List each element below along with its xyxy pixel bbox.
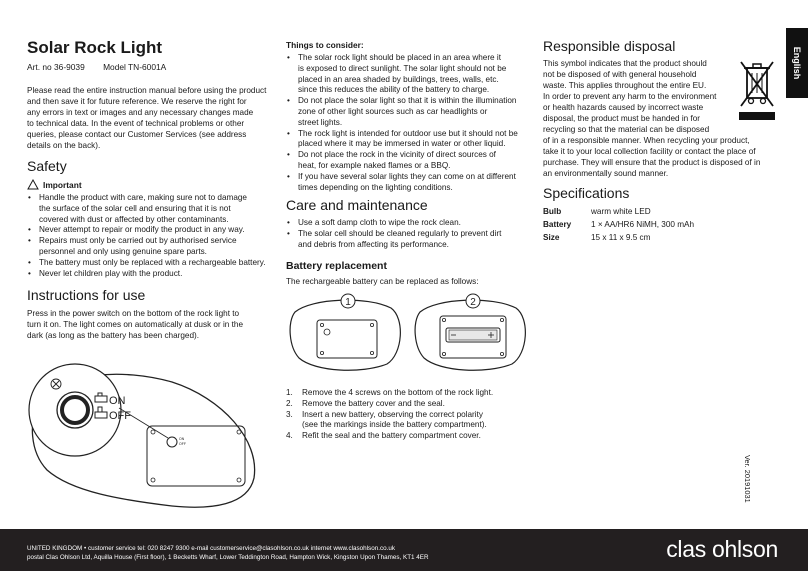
spec-row: Bulb warm white LED <box>543 207 651 216</box>
step-item: 1. Remove the 4 screws on the bottom of the rock light. <box>286 388 494 397</box>
mini-on-label: ON <box>179 437 185 441</box>
list-item: • Do not place the solar light so that it is within the illumination zone of other light sources such as car headlights or street lights. <box>286 96 531 128</box>
disposal-line: an environmentally sound manner. <box>543 169 669 178</box>
disposal-line: of in a responsible manner. When recycling your product, <box>543 136 750 145</box>
mini-off-label: OFF <box>179 442 186 446</box>
battery-figure-2 <box>412 292 530 374</box>
intro-line: details on the back). <box>27 141 101 150</box>
important-label: Important <box>43 179 82 190</box>
battery-figure-1 <box>287 292 405 374</box>
safety-heading: Safety <box>27 158 67 174</box>
instructions-line: dark (as long as the battery has been charged). <box>27 331 200 340</box>
version-label-wrap <box>743 455 800 503</box>
spec-row: Size 15 x 11 x 9.5 cm <box>543 233 651 242</box>
disposal-line: not be disposed of with general household <box>543 70 697 79</box>
spec-row: Battery 1 × AA/HR6 NiMH, 300 mAh <box>543 220 695 229</box>
step-item: 2. Remove the battery cover and the seal. <box>286 398 445 408</box>
disposal-heading: Responsible disposal <box>543 38 676 54</box>
list-item: • The battery must only be replaced with a rechargeable battery. <box>27 258 272 269</box>
things-list <box>286 53 531 193</box>
list-item: • The solar rock light should be placed in an area where it is exposed to direct sunlight. The solar light should not be placed in an area shaded by buildings, trees, walls, etc. since this reduces the ability of the battery to charge. <box>286 53 531 96</box>
disposal-line: waste. This applies throughout the entire EU. <box>543 81 707 90</box>
important-row <box>27 179 82 190</box>
instructions-paragraph <box>27 308 272 341</box>
intro-paragraph <box>27 85 267 151</box>
article-number: Art. no 36-9039 <box>27 62 85 72</box>
care-heading: Care and maintenance <box>286 197 428 213</box>
intro-line: and then save it for future reference. We reserve the right for <box>27 97 247 106</box>
list-item: • Never let children play with the product. <box>27 269 272 280</box>
list-item: • Never attempt to repair or modify the product in any way. <box>27 225 272 236</box>
figure-1-number: 1 <box>345 297 351 308</box>
version-label: Ver. 20191031 <box>743 455 753 503</box>
weee-bin-icon <box>737 58 777 122</box>
specs-heading: Specifications <box>543 185 630 201</box>
disposal-line: disposal, the product must be handed in for <box>543 114 701 123</box>
list-item: • The solar cell should be cleaned regularly to prevent dirt and debris from affecting its performance. <box>286 229 531 251</box>
list-item: • If you have several solar lights they can come on at different times depending on the lighting conditions. <box>286 172 531 194</box>
instructions-line: Press in the power switch on the bottom of the rock light to <box>27 309 240 318</box>
intro-line: Please read the entire instruction manual before using the product <box>27 86 267 95</box>
model-number: Model TN-6001A <box>103 62 167 72</box>
warning-triangle-icon <box>27 179 39 190</box>
switch-off-label: OFF <box>109 410 131 422</box>
footer-contact: UNITED KINGDOM • customer service tel: 020 8247 9300 e-mail customerservice@clasohlson.co.uk internet www.clasohlson.co.uk <box>27 545 396 552</box>
list-item: • The rock light is intended for outdoor use but it should not be placed where it may be immersed in water or other liquid. <box>286 129 531 151</box>
step-item: 4. Refit the seal and the battery compartment cover. <box>286 431 481 441</box>
intro-line: any errors in text or images and any necessary changes made <box>27 108 254 117</box>
disposal-line: In order to prevent any harm to the environment <box>543 92 717 101</box>
switch-on-label: ON <box>109 395 126 407</box>
brand-logo: clas ohlson <box>666 536 778 562</box>
disposal-line: purchase. They will ensure that the product is disposed of in <box>543 158 761 167</box>
instructions-line: turn it on. The light comes on automatically at dusk or in the <box>27 320 244 329</box>
language-tab <box>786 28 808 98</box>
battery-steps <box>286 388 531 442</box>
page-title: Solar Rock Light <box>27 38 163 57</box>
list-item: • Do not place the rock in the vicinity of direct sources of heat, for example naked flames or a BBQ. <box>286 150 531 172</box>
footer-address: postal Clas Ohlson Ltd, Aquilla House (First floor), 1 Becketts Wharf, Lower Teddington Road, Hampton Wick, Kingston Upon Thames, KT1 4ER <box>27 554 429 561</box>
disposal-paragraph-narrow <box>543 58 723 135</box>
specs-table <box>543 205 694 244</box>
figure-2-number: 2 <box>470 297 476 308</box>
instructions-heading: Instructions for use <box>27 287 146 303</box>
things-heading: Things to consider: <box>286 40 364 50</box>
disposal-line: take it to your local collection facility or contact the place of <box>543 147 756 156</box>
battery-heading: Battery replacement <box>286 260 387 272</box>
disposal-line: or health hazards caused by incorrect waste <box>543 103 704 112</box>
care-list <box>286 218 531 250</box>
intro-line: queries, please contact our Customer Services (see address <box>27 130 247 139</box>
disposal-line: This symbol indicates that the product should <box>543 59 707 68</box>
list-item: • Handle the product with care, making sure not to damage the surface of the solar cell and ensuring that it is not covered with dust or affected by other contaminants. <box>27 193 272 225</box>
footer <box>0 529 808 571</box>
product-meta <box>27 62 182 72</box>
battery-intro: The rechargeable battery can be replaced as follows: <box>286 277 479 286</box>
disposal-line: recycling so that the material can be disposed <box>543 125 710 134</box>
step-item: 3. Insert a new battery, observing the correct polarity (see the markings inside the battery compartment). <box>286 409 487 430</box>
list-item: • Use a soft damp cloth to wipe the rock clean. <box>286 218 531 229</box>
disposal-paragraph-wide <box>543 135 778 179</box>
safety-list <box>27 193 272 279</box>
language-label: English <box>792 46 802 80</box>
intro-line: to technical data. In the event of technical problems or other <box>27 119 245 128</box>
list-item: • Repairs must only be carried out by authorised service personnel and only using genuine spare parts. <box>27 236 272 258</box>
rock-switch-illustration <box>22 360 262 510</box>
